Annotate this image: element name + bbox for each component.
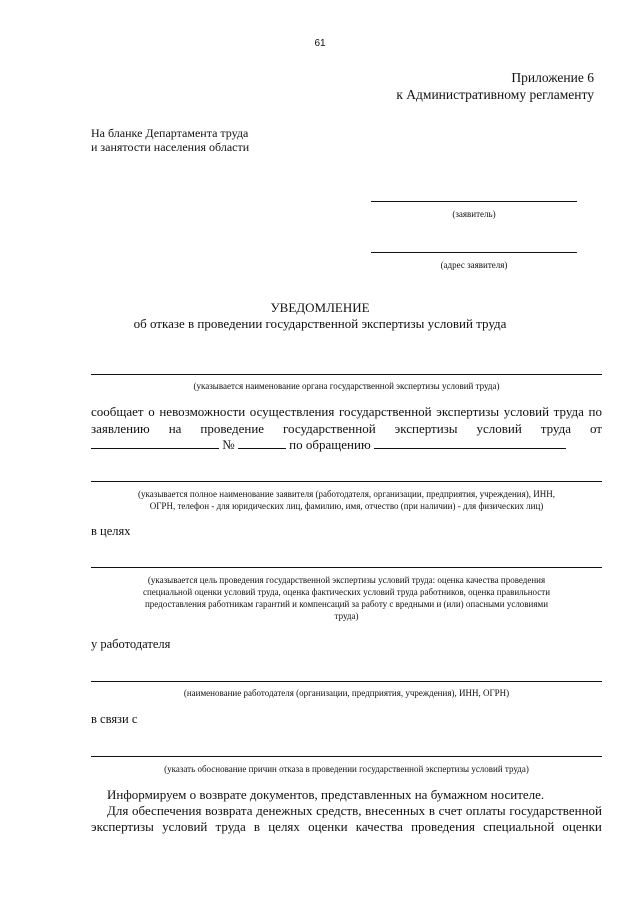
address-line — [371, 252, 577, 253]
appendix-line-2: к Административному регламенту — [396, 87, 594, 102]
body-line-1: сообщает о невозможности осуществления государственной экспертизы условий труда по — [91, 404, 602, 419]
address-caption: (адрес заявителя) — [440, 260, 508, 270]
purpose-line — [91, 567, 602, 568]
request-blank — [374, 437, 566, 449]
document-subtitle: об отказе в проведении государственной экспертизы условий труда — [133, 316, 507, 331]
purpose-caption: (указывается цель проведения государственной экспертизы условий труда: оценка качества проведения специальной оценки условий труда, оценка фактических условий труда работников, оценка правильности предоставления работникам гарантий и компенсаций за работу с вредными и (или) опасными условиями труда) — [142, 575, 551, 621]
body-line-3 — [91, 437, 602, 453]
on-request-label: по обращению — [289, 437, 371, 452]
page-number: 61 — [314, 38, 326, 49]
reason-line — [91, 756, 602, 757]
purpose-label: в целях — [91, 524, 131, 538]
applicant-caption: (заявитель) — [452, 209, 496, 219]
document-title: УВЕДОМЛЕНИЕ — [270, 300, 370, 315]
organ-line — [91, 374, 602, 375]
number-blank — [238, 437, 286, 449]
employer-line — [91, 681, 602, 682]
employer-label: у работодателя — [91, 637, 171, 651]
letterhead-line-1: На бланке Департамента труда — [91, 126, 249, 140]
employer-caption: (наименование работодателя (организации, предприятия, учреждения), ИНН, ОГРН) — [183, 688, 510, 698]
closing-line-1: Информируем о возврате документов, представленных на бумажном носителе. — [107, 787, 545, 802]
closing-line-3: экспертизы условий труда в целях оценки качества проведения специальной оценки — [91, 819, 602, 834]
appendix-line-1: Приложение 6 — [511, 70, 594, 85]
applicant-full-line — [91, 481, 602, 482]
closing-line-2: Для обеспечения возврата денежных средств, внесенных в счет оплаты государственной — [107, 803, 602, 818]
body-line-2: заявлению на проведение государственной экспертизы условий труда от — [91, 421, 602, 436]
reason-label: в связи с — [91, 712, 138, 726]
applicant-full-caption: (указывается полное наименование заявителя (работодателя, организации, предприятия, учреждения), ИНН, ОГРН, телефон - для юридических лиц, фамилию, имя, отчество (при наличии) - для физических лиц) — [138, 489, 555, 511]
letterhead-line-2: и занятости населения области — [91, 140, 250, 154]
letterhead-note — [91, 126, 249, 154]
date-blank — [91, 437, 219, 449]
number-sign: № — [222, 437, 235, 452]
reason-caption: (указать обоснование причин отказа в проведении государственной экспертизы условий труда) — [164, 764, 529, 774]
appendix-block — [396, 69, 594, 103]
applicant-line — [371, 201, 577, 202]
organ-caption: (указывается наименование органа государственной экспертизы условий труда) — [193, 381, 500, 391]
